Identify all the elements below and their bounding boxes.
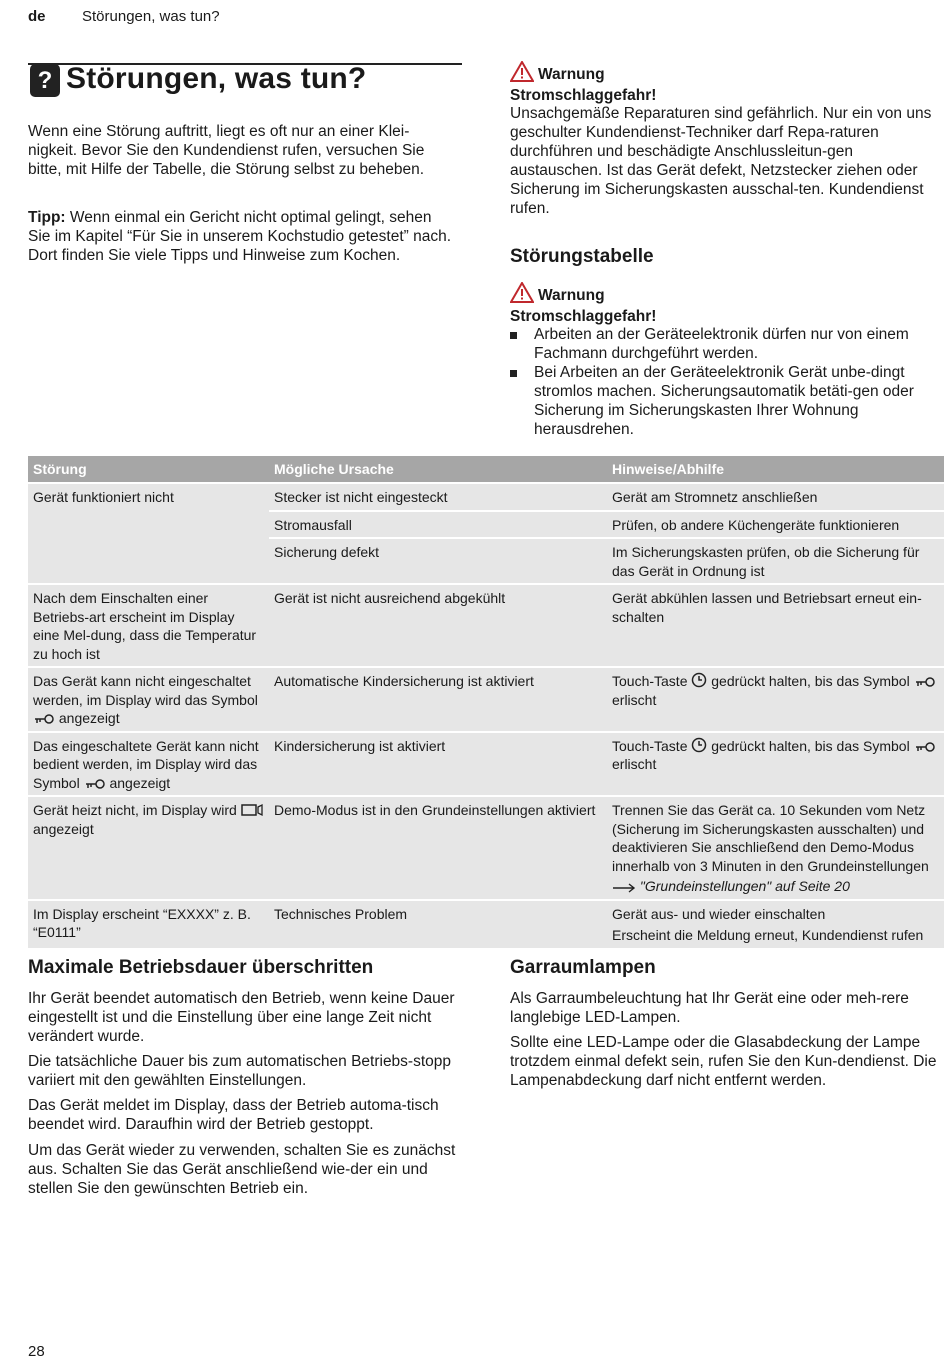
table-cell-cause: Stecker ist nicht eingesteckt bbox=[269, 483, 607, 511]
table-row bbox=[28, 796, 944, 900]
tip-text: Wenn einmal ein Gericht nicht optimal gelingt, sehen Sie im Kapitel “Für Sie in unserem Kochstudio getestet” nach. Dort finden Sie viele Tipps und Hinweise zum Kochen. bbox=[28, 209, 452, 264]
table-cell-remedy: Im Sicherungskasten prüfen, ob die Sicherung für das Gerät in Ordnung ist bbox=[607, 538, 944, 584]
warning-heading-2: Stromschlaggefahr! bbox=[510, 308, 657, 325]
list-item: Bei Arbeiten an der Geräteelektronik Gerät unbe-dingt stromlos machen. Sicherungsautomatik betäti-gen oder Sicherung im Sicherungskasten Ihrer Wohnung herausdrehen. bbox=[510, 363, 940, 439]
table-cell-fault: Gerät funktioniert nicht bbox=[28, 483, 269, 584]
warning-text-1: Unsachgemäße Reparaturen sind gefährlich. Nur ein von uns geschulter Kundendienst-Techniker darf Repa-raturen durchführen und beschädigte Anschlussleitun-gen austauschen. Ist das Gerät defekt, Netzstecker ziehen oder Sicherung im Sicherungskasten ausschal-ten. Kundendienst rufen. bbox=[510, 105, 932, 217]
table-row bbox=[28, 483, 944, 511]
oven-lamps-para-1: Als Garraumbeleuchtung hat Ihr Gerät eine oder meh-rere langlebige LED-Lampen. bbox=[510, 990, 909, 1026]
remedy-text-end: erlischt bbox=[612, 691, 657, 708]
table-cell-fault: Im Display erscheint “EXXXX” z. B. “E0111” bbox=[28, 900, 269, 948]
arrow-right-icon bbox=[612, 883, 636, 893]
tip-paragraph bbox=[28, 208, 458, 265]
fault-text-suffix: angezeigt bbox=[33, 820, 94, 837]
table-row bbox=[28, 900, 944, 948]
warning-heading-1: Stromschlaggefahr! bbox=[510, 87, 657, 104]
max-duration-para-1: Ihr Gerät beendet automatisch den Betrieb, wenn keine Dauer eingestellt ist und die Einstellung über eine lange Zeit nicht verändert wurde. bbox=[28, 990, 455, 1045]
page-title: Störungen, was tun? bbox=[66, 62, 367, 95]
warning-list-2 bbox=[510, 325, 940, 439]
table-cell-cause: Technisches Problem bbox=[269, 900, 607, 948]
page-number: 28 bbox=[28, 1343, 45, 1360]
table-cell-cause: Kindersicherung ist aktiviert bbox=[269, 732, 607, 797]
fault-text-suffix: angezeigt bbox=[58, 710, 120, 726]
table-cell-remedy bbox=[607, 667, 944, 732]
key-icon bbox=[33, 713, 55, 725]
page-reference-text[interactable]: "Grundeinstellungen" auf Seite 20 bbox=[639, 878, 850, 894]
table-cell-cause: Demo-Modus ist in den Grundeinstellungen aktiviert bbox=[269, 796, 607, 900]
running-header-title: Störungen, was tun? bbox=[82, 8, 220, 25]
list-item: Arbeiten an der Geräteelektronik dürfen nur von einem Fachmann durchgeführt werden. bbox=[510, 325, 940, 363]
remedy-text: Touch-Taste bbox=[612, 673, 688, 689]
table-row bbox=[28, 667, 944, 732]
table-header-cell: Hinweise/Abhilfe bbox=[607, 456, 944, 483]
fault-text: Das eingeschaltete Gerät kann nicht bedient werden, im Display wird das Symbol bbox=[33, 737, 259, 791]
question-icon: ? bbox=[30, 64, 60, 97]
max-duration-para-4: Um das Gerät wieder zu verwenden, schalten Sie es zunächst aus. Schalten Sie das Gerät anschließend wie-der ein und stellen Sie den gewünschten Betrieb ein. bbox=[28, 1142, 456, 1197]
troubleshooting-table bbox=[28, 456, 944, 948]
remedy-text-2: Erscheint die Meldung erneut, Kundendienst rufen bbox=[612, 927, 924, 943]
table-cell-fault: Nach dem Einschalten einer Betriebs-art erscheint im Display eine Mel-dung, dass die Temperatur zu hoch ist bbox=[28, 584, 269, 667]
table-cell-fault bbox=[28, 796, 269, 900]
table-cell-cause: Gerät ist nicht ausreichend abgekühlt bbox=[269, 584, 607, 667]
table-header-row bbox=[28, 456, 944, 483]
fault-text: Gerät heizt nicht, im Display wird bbox=[33, 802, 237, 818]
table-cell-fault bbox=[28, 667, 269, 732]
remedy-text: Gerät aus- und wieder einschalten bbox=[612, 905, 826, 922]
table-cell-remedy bbox=[607, 796, 944, 900]
fault-text: Das Gerät kann nicht eingeschaltet werden, im Display wird das Symbol bbox=[33, 673, 258, 708]
remedy-text-end: erlischt bbox=[612, 756, 657, 772]
key-icon bbox=[914, 676, 936, 688]
clock-icon bbox=[691, 737, 707, 753]
table-header-cell: Störung bbox=[28, 456, 269, 483]
page-reference[interactable] bbox=[612, 877, 939, 896]
table-cell-cause: Sicherung defekt bbox=[269, 538, 607, 584]
max-duration-heading: Maximale Betriebsdauer überschritten bbox=[28, 957, 374, 978]
warning-triangle-icon bbox=[510, 61, 534, 82]
demo-display-icon bbox=[241, 803, 263, 817]
table-row bbox=[28, 584, 944, 667]
table-cell-remedy bbox=[607, 900, 944, 948]
table-section-heading: Störungstabelle bbox=[510, 246, 654, 267]
max-duration-para-3: Das Gerät meldet im Display, dass der Betrieb automa-tisch beendet wird. Daraufhin wird der Betrieb gestoppt. bbox=[28, 1097, 439, 1133]
tip-label: Tipp: bbox=[28, 209, 66, 226]
key-icon bbox=[84, 778, 106, 790]
table-cell-cause: Stromausfall bbox=[269, 511, 607, 539]
remedy-text: Trennen Sie das Gerät ca. 10 Sekunden vom Netz (Sicherung im Sicherungskasten ausschalten) und deaktivieren Sie anschließend den Demo-Modus innerhalb von 3 Minuten in den Grundeinstellungen bbox=[612, 802, 929, 874]
intro-paragraph: Wenn eine Störung auftritt, liegt es oft nur an einer Klei-nigkeit. Bevor Sie den Kundendienst rufen, versuchen Sie bitte, mit Hilfe der Tabelle, die Störung selbst zu beheben. bbox=[28, 123, 425, 178]
remedy-text-mid: gedrückt halten, bis das Symbol bbox=[711, 673, 910, 689]
table-cell-fault bbox=[28, 732, 269, 797]
table-cell-remedy bbox=[607, 732, 944, 797]
oven-lamps-heading: Garraumlampen bbox=[510, 957, 656, 978]
table-header-cell: Mögliche Ursache bbox=[269, 456, 607, 483]
warning-label-text-2: Warnung bbox=[538, 287, 605, 304]
max-duration-para-2: Die tatsächliche Dauer bis zum automatischen Betriebs-stopp variiert mit den gewählten Einstellungen. bbox=[28, 1053, 452, 1089]
table-cell-remedy: Gerät abkühlen lassen und Betriebsart erneut ein-schalten bbox=[607, 584, 944, 667]
language-code: de bbox=[28, 8, 46, 25]
table-row bbox=[28, 732, 944, 797]
oven-lamps-para-2: Sollte eine LED-Lampe oder die Glasabdeckung der Lampe trotzdem einmal defekt sein, rufen Sie den Kun-dendienst. Die Lampenabdeckung darf nicht entfernt werden. bbox=[510, 1034, 937, 1089]
table-cell-cause: Automatische Kindersicherung ist aktiviert bbox=[269, 667, 607, 732]
remedy-text: Touch-Taste bbox=[612, 737, 688, 754]
table-cell-remedy: Gerät am Stromnetz anschließen bbox=[607, 483, 944, 511]
table-cell-remedy: Prüfen, ob andere Küchengeräte funktionieren bbox=[607, 511, 944, 539]
warning-triangle-icon bbox=[510, 282, 534, 303]
fault-text-suffix: angezeigt bbox=[109, 774, 171, 791]
remedy-text-mid: gedrückt halten, bis das Symbol bbox=[711, 737, 910, 754]
warning-label-text-1: Warnung bbox=[538, 66, 605, 83]
warning-label-1 bbox=[510, 61, 605, 84]
key-icon bbox=[914, 741, 936, 753]
clock-icon bbox=[691, 672, 707, 688]
warning-label-2 bbox=[510, 282, 605, 305]
